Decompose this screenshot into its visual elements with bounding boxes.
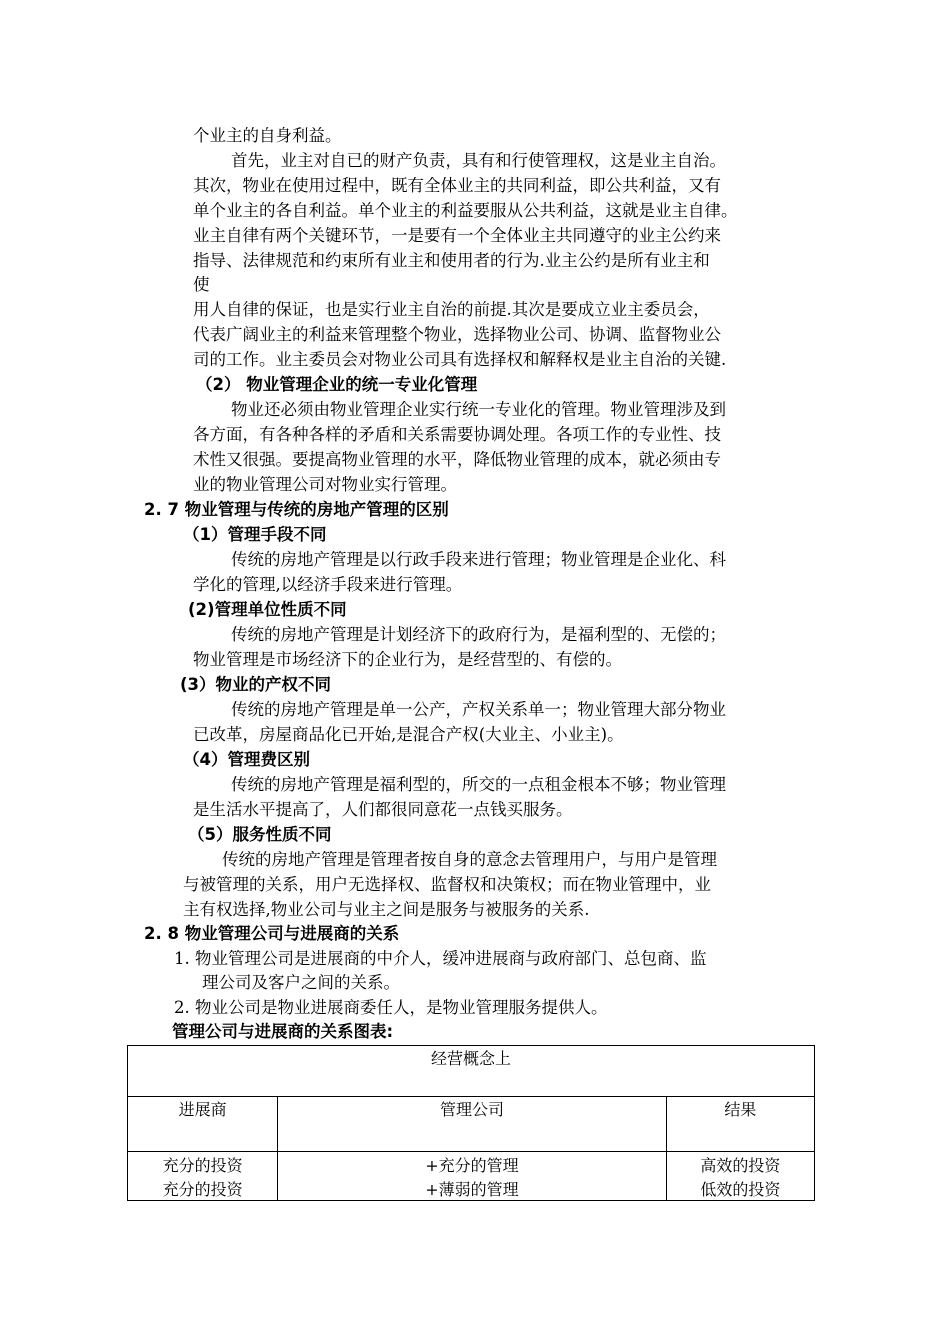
- table-cell: +充分的管理: [278, 1152, 667, 1177]
- section-heading: 2. 8 物业管理公司与进展商的关系: [144, 924, 400, 943]
- text-line: 物业管理是市场经济下的企业行为，是经营型的、有偿的。: [193, 650, 622, 669]
- text-line: 传统的房地产管理是管理者按自身的意念去管理用户，与用户是管理: [222, 850, 717, 869]
- table-row: [128, 1152, 815, 1177]
- table-column-headers: [128, 1097, 815, 1152]
- table-cell: 低效的投资: [666, 1176, 814, 1201]
- text-line: 物业还必须由物业管理企业实行统一专业化的管理。物业管理涉及到: [231, 400, 726, 419]
- text-line: 代表广阔业主的利益来管理整个物业，选择物业公司、协调、监督物业公: [193, 325, 721, 344]
- text-line: 1. 物业管理公司是进展商的中介人，缓冲进展商与政府部门、总包商、监: [174, 949, 707, 968]
- text-line: 传统的房地产管理是计划经济下的政府行为，是福利型的、无偿的；: [231, 625, 726, 644]
- text-line: 首先，业主对自已的财产负责，具有和行使管理权，这是业主自治。: [231, 151, 726, 170]
- table-cell: +薄弱的管理: [278, 1176, 667, 1201]
- text-line: 用人自律的保证，也是实行业主自治的前提.其次是要成立业主委员会，: [193, 300, 710, 319]
- text-line: 2. 物业公司是物业进展商委任人，是物业管理服务提供人。: [174, 998, 608, 1017]
- column-header-developer: 进展商: [128, 1097, 278, 1152]
- text-line: 传统的房地产管理是以行政手段来进行管理；物业管理是企业化、科: [231, 550, 726, 569]
- relationship-table: [127, 1045, 815, 1201]
- table-row: [128, 1176, 815, 1201]
- text-line: 业的物业管理公司对物业实行管理。: [193, 475, 457, 494]
- item-heading: (3）物业的产权不同: [180, 675, 332, 694]
- text-line: 主有权选择,物业公司与业主之间是服务与被服务的关系.: [183, 900, 590, 919]
- item-heading: （1）管理手段不同: [183, 525, 327, 544]
- text-line: 与被管理的关系，用户无选择权、监督权和决策权；而在物业管理中，业: [183, 875, 711, 894]
- text-line: 其次，物业在使用过程中，既有全体业主的共同利益，即公共利益，又有: [193, 176, 721, 195]
- column-header-result: 结果: [666, 1097, 814, 1152]
- text-line: 传统的房地产管理是单一公产，产权关系单一；物业管理大部分物业: [231, 700, 726, 719]
- text-line: 司的工作。业主委员会对物业公司具有选择权和解释权是业主自治的关键.: [193, 350, 727, 369]
- table-cell: 高效的投资: [666, 1152, 814, 1177]
- text-line: 已改革，房屋商品化已开始,是混合产权(大业主、小业主)。: [193, 725, 624, 744]
- text-line: 是生活水平提高了，人们都很同意花一点钱买服务。: [193, 800, 573, 819]
- text-line: 各方面，有各种各样的矛盾和关系需要协调处理。各项工作的专业性、技: [193, 425, 721, 444]
- column-header-management: 管理公司: [278, 1097, 667, 1152]
- text-line: 单个业主的各自利益。单个业主的利益要服从公共利益，这就是业主自律。: [193, 201, 738, 220]
- text-line: 术性又很强。要提高物业管理的水平，降低物业管理的成本，就必须由专: [193, 450, 721, 469]
- table-header-row: [128, 1046, 815, 1097]
- text-line: 学化的管理,以经济手段来进行管理。: [193, 575, 463, 594]
- text-line: 指导、法律规范和约束所有业主和使用者的行为.业主公约是所有业主和: [193, 251, 710, 270]
- table-cell: 充分的投资: [128, 1152, 278, 1177]
- table-title: 管理公司与进展商的关系图表:: [172, 1022, 394, 1041]
- item-heading: （4）管理费区别: [183, 750, 310, 769]
- section-heading: 2. 7 物业管理与传统的房地产管理的区别: [144, 500, 449, 519]
- subsection-heading: （2） 物业管理企业的统一专业化管理: [196, 375, 478, 394]
- table-header-cell: 经营概念上: [128, 1046, 815, 1097]
- text-line: 个业主的自身利益。: [193, 126, 342, 145]
- text-line: 传统的房地产管理是福利型的，所交的一点租金根本不够；物业管理: [231, 775, 726, 794]
- text-line: 使: [193, 275, 210, 294]
- text-line: 业主自律有两个关键环节，一是要有一个全体业主共同遵守的业主公约来: [193, 226, 721, 245]
- table-cell: 充分的投资: [128, 1176, 278, 1201]
- text-line: 理公司及客户之间的关系。: [202, 973, 400, 992]
- item-heading: （5）服务性质不同: [188, 825, 332, 844]
- item-heading: (2)管理单位性质不同: [188, 600, 347, 619]
